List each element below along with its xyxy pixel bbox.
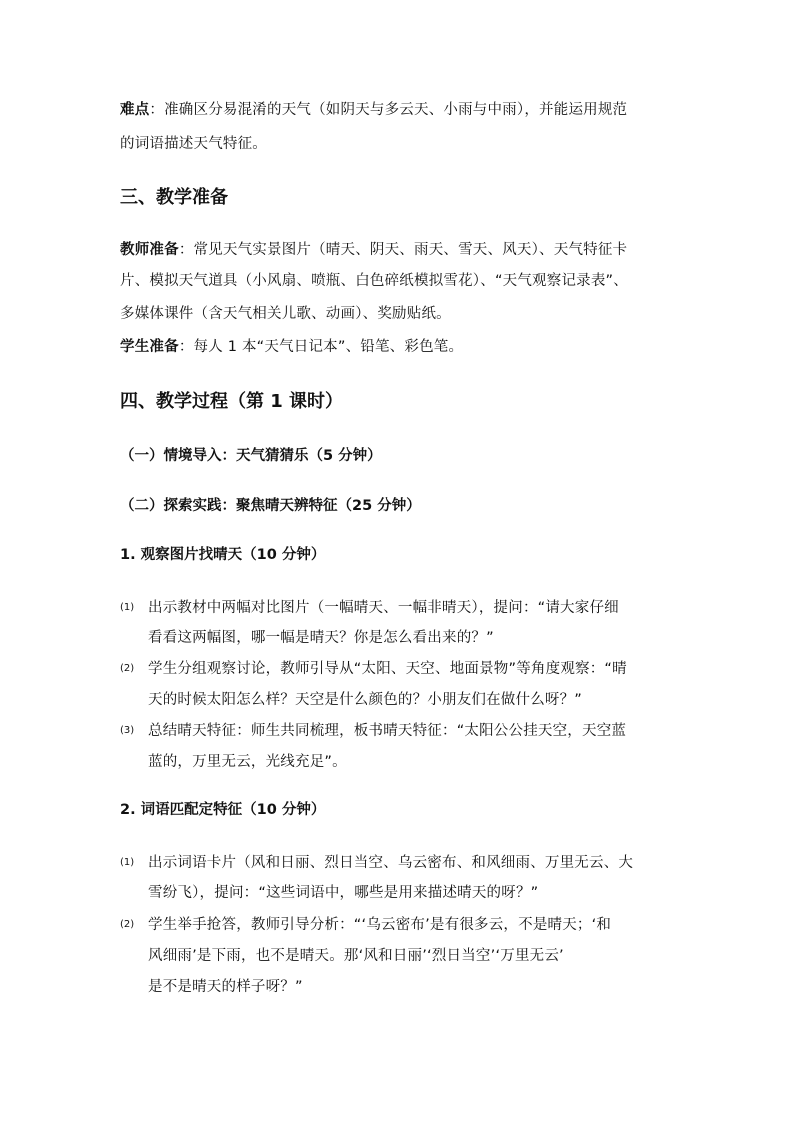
teacher-prep-text-1: ：常见天气实景图片（晴天、阴天、雨天、雪天、风天）、天气特征卡 (178, 242, 628, 258)
section-heading-4: 四、教学过程（第 1 课时） (120, 391, 344, 412)
list-item-line: 是不是晴天的样子呀？” (148, 979, 303, 995)
list-item-line: 学生分组观察讨论，教师引导从“太阳、天空、地面景物”等角度观察：“晴 (148, 661, 627, 677)
section-heading-3: 三、教学准备 (120, 187, 228, 208)
subsection-heading-2: （二）探索实践：聚焦晴天辨特征（25 分钟） (120, 498, 421, 514)
student-prep-label: 学生准备 (120, 339, 179, 355)
student-prep-text: ：每人 1 本“天气日记本”、铅笔、彩色笔。 (178, 339, 464, 355)
list-number: (1) (120, 857, 135, 868)
list-item-line: 天的时候太阳怎么样？天空是什么颜色的？小朋友们在做什么呀？” (148, 692, 583, 708)
list-item-line: 总结晴天特征：师生共同梳理，板书晴天特征：“太阳公公挂天空，天空蓝 (148, 723, 627, 739)
subsection-heading-1: （一）情境导入：天气猜猜乐（5 分钟） (120, 448, 382, 464)
list-item-line: 风细雨’是下雨，也不是晴天。那‘风和日丽’‘烈日当空’‘万里无云’ (148, 948, 564, 964)
difficulty-text-1: ：准确区分易混淆的天气（如阴天与多云天、小雨与中雨），并能运用规范 (149, 102, 628, 118)
list-number: (2) (120, 663, 135, 674)
teacher-prep-line-2: 片、模拟天气道具（小风扇、喷瓶、白色碎纸模拟雪花）、“天气观察记录表”、 (120, 273, 628, 289)
difficulty-label: 难点 (120, 102, 150, 118)
part-heading-1: 1. 观察图片找晴天（10 分钟） (120, 547, 326, 563)
difficulty-line-2: 的词语描述天气特征。 (120, 136, 267, 152)
list-item-line: 学生举手抢答，教师引导分析：“‘乌云密布’是有很多云，不是晴天；‘和 (148, 917, 612, 933)
list-number: (3) (120, 725, 135, 736)
list-item-line: 蓝的，万里无云，光线充足”。 (148, 754, 347, 770)
list-item-line: 看看这两幅图，哪一幅是晴天？你是怎么看出来的？” (148, 630, 494, 646)
teacher-prep-label: 教师准备 (120, 242, 179, 258)
part-heading-2: 2. 词语匹配定特征（10 分钟） (120, 802, 326, 818)
list-item-line: 出示教材中两幅对比图片（一幅晴天、一幅非晴天），提问：“请大家仔细 (148, 600, 619, 616)
difficulty-line-1 (120, 100, 627, 120)
list-number: (1) (120, 602, 135, 613)
list-number: (2) (120, 919, 135, 930)
teacher-prep-line-1 (120, 240, 627, 260)
teacher-prep-line-3: 多媒体课件（含天气相关儿歌、动画）、奖励贴纸。 (120, 306, 451, 322)
student-prep-line (120, 337, 463, 357)
list-item-line: 雪纷飞），提问：“这些词语中，哪些是用来描述晴天的呀？” (148, 885, 539, 901)
list-item-line: 出示词语卡片（风和日丽、烈日当空、乌云密布、和风细雨、万里无云、大 (148, 855, 634, 871)
